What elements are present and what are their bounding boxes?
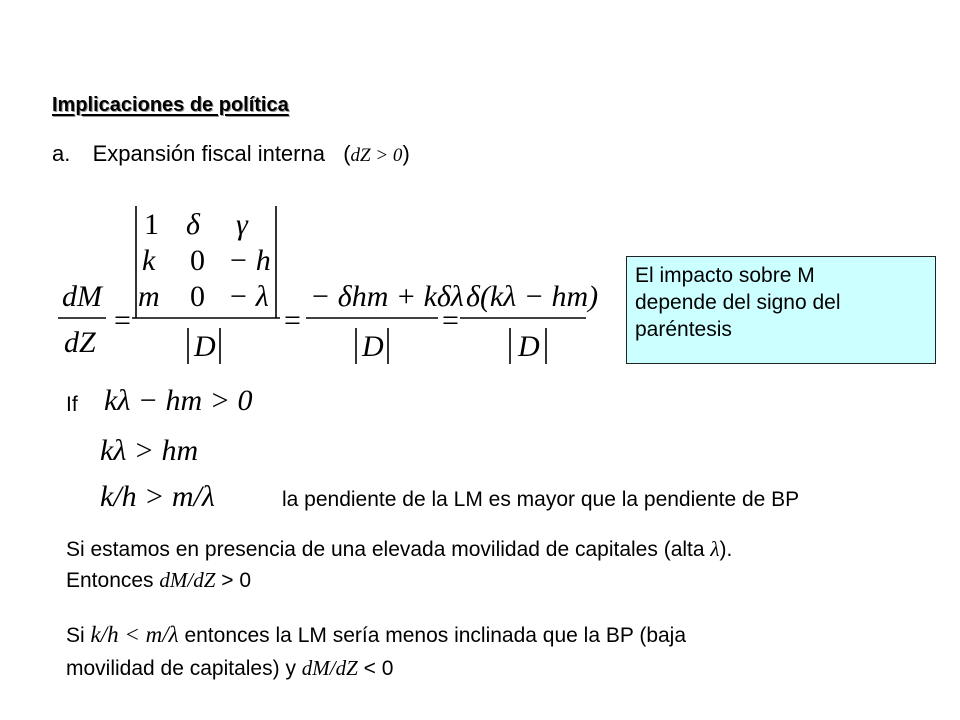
p1-text: Si estamos en presencia de una elevada movilidad de capitales (alta: [66, 538, 711, 561]
inequality-inline: k/h < m/λ: [90, 622, 179, 647]
paragraph-high-mobility: [66, 534, 732, 596]
paragraph-line: [66, 565, 732, 596]
item-a-condition: dZ > 0: [350, 145, 403, 166]
derivative-equation: [40, 196, 600, 378]
paragraph-low-mobility: [66, 618, 686, 685]
matrix-cell: − λ: [228, 280, 269, 313]
lhs-denominator: dZ: [64, 326, 96, 359]
item-a-text: Expansión fiscal interna: [92, 141, 325, 166]
derivative-symbol: dM/dZ: [159, 568, 216, 592]
matrix-cell: δ: [186, 208, 200, 241]
frac3-numerator: δ(kλ − hm): [466, 280, 599, 313]
paragraph-line: [66, 534, 732, 565]
matrix-cell: − h: [228, 244, 271, 277]
item-a-paren-close: ): [402, 141, 410, 166]
slope-conclusion: la pendiente de la LM es mayor que la pendiente de BP: [282, 488, 800, 511]
paragraph-line: [66, 618, 686, 652]
callout-line: depende del signo del: [635, 291, 841, 314]
det-denominator: D: [194, 330, 216, 363]
lhs-numerator: dM: [62, 280, 102, 313]
item-a: [52, 141, 410, 167]
impact-callout: [626, 256, 936, 364]
matrix-cell: 1: [144, 208, 159, 241]
frac3-denominator: D: [518, 330, 540, 363]
inequality-2: kλ > hm: [100, 434, 199, 467]
matrix-cell: 0: [190, 280, 205, 313]
p1-end: > 0: [215, 569, 252, 592]
p1-text: Entonces: [66, 569, 160, 592]
equals-sign-2: =: [284, 304, 301, 337]
inequality-3: k/h > m/λ: [100, 480, 215, 513]
if-label: If: [66, 393, 78, 416]
matrix-cell: k: [142, 244, 156, 277]
callout-line: paréntesis: [635, 318, 732, 341]
matrix-cell: m: [138, 280, 160, 313]
item-a-paren-open: (: [343, 141, 351, 166]
p2-start: Si: [66, 624, 91, 647]
section-heading: Implicaciones de política: [52, 94, 289, 116]
p1-end: ).: [719, 538, 733, 561]
matrix-cell: γ: [236, 208, 248, 241]
p2-end: < 0: [357, 657, 394, 680]
derivative-symbol: dM/dZ: [301, 656, 358, 680]
item-a-marker: a.: [52, 141, 71, 166]
p2-text: movilidad de capitales) y: [66, 657, 302, 680]
lambda-symbol: λ: [710, 537, 720, 561]
paragraph-line: [66, 652, 686, 685]
callout-line: El impacto sobre M: [635, 264, 815, 287]
matrix-cell: 0: [190, 244, 205, 277]
equals-sign-1: =: [114, 304, 131, 337]
inequality-1: kλ − hm > 0: [104, 384, 253, 417]
frac2-numerator: − δhm + kδλ: [310, 280, 464, 313]
p2-text: entonces la LM sería menos inclinada que la BP (baja: [178, 624, 687, 647]
frac2-denominator: D: [362, 330, 384, 363]
equals-sign-3: =: [442, 304, 459, 337]
